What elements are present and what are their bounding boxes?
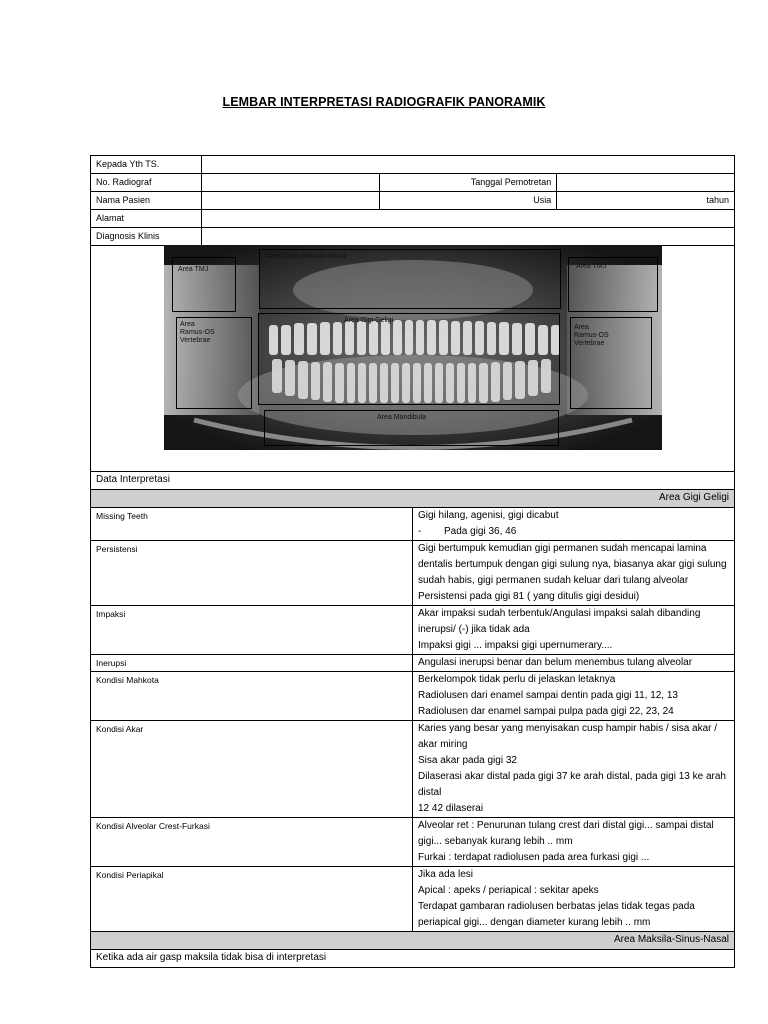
row-line: Gigi bertumpuk kemudian gigi permanen sudah mencapai lamina dentalis bertumpuk dengan gigi sulung nya, biasanya akar gigi sulung sudah habis, gigi permanen sudah keluar dari tulang alveolar xyxy=(418,543,727,586)
tanggal-label: Tanggal Pemotretan xyxy=(379,174,557,192)
panoramic-radiograph xyxy=(164,245,662,450)
ramus-left-label-1: Area xyxy=(180,321,195,328)
ramus-right-label-3: Vertebrae xyxy=(574,340,605,347)
usia-label: Usia xyxy=(379,192,557,210)
data-interpretasi-heading: Data Interpretasi xyxy=(91,472,735,490)
row-line: Apical : apeks / periapical : sekitar apeks xyxy=(418,885,599,896)
sinus-box xyxy=(259,249,561,309)
row-line: Sisa akar pada gigi 32 xyxy=(418,755,517,766)
table-row xyxy=(91,818,735,867)
row-key: Kondisi Alveolar Crest-Furkasi xyxy=(91,818,413,867)
row-line: Karies yang besar yang menyisakan cusp hampir habis / sisa akar / akar miring xyxy=(418,723,718,750)
row-key: Persistensi xyxy=(91,541,413,606)
kepada-label: Kepada Yth TS. xyxy=(91,156,202,174)
row-value[interactable] xyxy=(413,672,735,721)
bullet-line xyxy=(418,524,729,540)
row-value[interactable] xyxy=(413,606,735,655)
kepada-field[interactable] xyxy=(202,156,735,174)
row-line: Angulasi inerupsi benar dan belum menembus tulang alveolar xyxy=(418,657,693,668)
row-line: Radiolusen dari enamel sampai dentin pada gigi 11, 12, 13 xyxy=(418,690,678,701)
table-row xyxy=(91,867,735,932)
ramus-right-label-2: Ramus-OS xyxy=(574,332,609,339)
page-title: LEMBAR INTERPRETASI RADIOGRAFIK PANORAMIK xyxy=(222,95,546,109)
ramus-right-box xyxy=(570,317,652,409)
no-radiograf-label: No. Radiograf xyxy=(91,174,202,192)
diagnosis-field[interactable] xyxy=(202,228,735,246)
ramus-right-label-1: Area xyxy=(574,324,589,331)
band-maksila-sinus-nasal: Area Maksila-Sinus-Nasal xyxy=(91,932,735,950)
nama-pasien-label: Nama Pasien xyxy=(91,192,202,210)
ramus-left-label-3: Vertebrae xyxy=(180,337,211,344)
tahun-label: tahun xyxy=(557,192,735,210)
tmj-right-label: Area TMJ xyxy=(576,263,607,270)
tmj-left-label: Area TMJ xyxy=(178,266,209,273)
row-line: Radiolusen dar enamel sampai pulpa pada gigi 22, 23, 24 xyxy=(418,706,674,717)
tanggal-field[interactable] xyxy=(557,174,735,192)
row-line: 12 42 dilaserai xyxy=(418,803,484,814)
sinus-note[interactable]: Ketika ada air gasp maksila tidak bisa di interpretasi xyxy=(91,950,735,968)
row-line: Akar impaksi sudah terbentuk/Angulasi impaksi salah dibanding inerupsi/ (-) jika tidak ada xyxy=(418,608,701,635)
diagnosis-label: Diagnosis Klinis xyxy=(91,228,202,246)
row-value[interactable] xyxy=(413,721,735,818)
alamat-label: Alamat xyxy=(91,210,202,228)
row-line: Furkai : terdapat radiolusen pada area furkasi gigi ... xyxy=(418,852,650,863)
row-key: Impaksi xyxy=(91,606,413,655)
tmj-left-box xyxy=(172,257,236,312)
row-value[interactable] xyxy=(413,818,735,867)
gigi-label: Area Gigi Geligi xyxy=(344,317,394,324)
gigi-box xyxy=(258,313,560,405)
table-row xyxy=(91,655,735,672)
tmj-right-box xyxy=(568,257,658,312)
row-value[interactable] xyxy=(413,508,735,541)
bullet-text: Pada gigi 36, 46 xyxy=(444,526,517,537)
patient-form xyxy=(90,155,735,246)
row-line: Alveolar ret : Penurunan tulang crest dari distal gigi... sampai distal gigi... sebanyak kurang lebih .. mm xyxy=(418,820,714,847)
ramus-left-label-2: Ramus-OS xyxy=(180,329,215,336)
mandibula-label: Area Mandibula xyxy=(377,414,427,421)
nama-pasien-field[interactable] xyxy=(202,192,380,210)
ramus-left-box xyxy=(176,317,252,409)
row-line: Gigi hilang, agenisi, gigi dicabut xyxy=(418,510,559,521)
sinus-label: Area Sinus-Maksila-Nasal xyxy=(266,253,347,260)
row-line: Persistensi pada gigi 81 ( yang ditulis gigi desidui) xyxy=(418,591,640,602)
no-radiograf-field[interactable] xyxy=(202,174,380,192)
table-row xyxy=(91,508,735,541)
interpretation-table xyxy=(90,471,735,968)
band-gigi-geligi: Area Gigi Geligi xyxy=(91,490,735,508)
table-row xyxy=(91,721,735,818)
row-line: Terdapat gambaran radiolusen berbatas jelas tidak tegas pada periapical gigi... dengan diameter kurang lebih .. mm xyxy=(418,901,695,928)
row-key: Kondisi Periapikal xyxy=(91,867,413,932)
row-value[interactable] xyxy=(413,655,735,672)
dash-icon: - xyxy=(418,526,422,537)
table-row xyxy=(91,541,735,606)
table-row xyxy=(91,606,735,655)
row-line: Jika ada lesi xyxy=(418,869,474,880)
row-key: Kondisi Mahkota xyxy=(91,672,413,721)
mandibula-box xyxy=(264,410,559,446)
row-value[interactable] xyxy=(413,541,735,606)
row-value[interactable] xyxy=(413,867,735,932)
row-key: Inerupsi xyxy=(91,655,413,672)
row-line: Berkelompok tidak perlu di jelaskan letaknya xyxy=(418,674,616,685)
row-line: Dilaserasi akar distal pada gigi 37 ke arah distal, pada gigi 13 ke arah distal xyxy=(418,771,726,798)
alamat-field[interactable] xyxy=(202,210,735,228)
row-line: Impaksi gigi ... impaksi gigi upernumerary.... xyxy=(418,640,613,651)
xray-section xyxy=(90,245,735,472)
row-key: Kondisi Akar xyxy=(91,721,413,818)
table-row xyxy=(91,672,735,721)
row-key: Missing Teeth xyxy=(91,508,413,541)
